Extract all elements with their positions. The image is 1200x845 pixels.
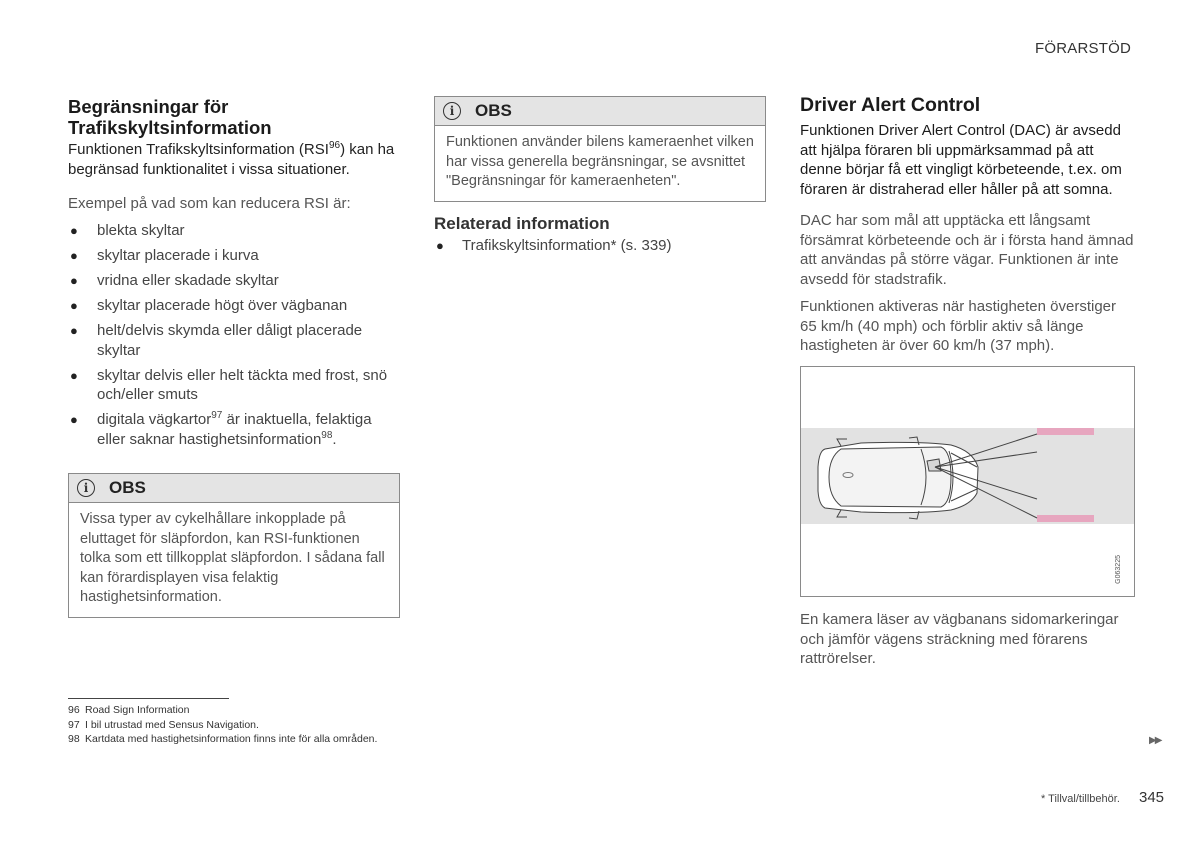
footnote-text: Kartdata med hastighetsinformation finns inte för alla områden.	[85, 733, 378, 745]
info-icon: i	[77, 479, 95, 497]
bullet-icon: ●	[70, 248, 78, 263]
bullet-icon: ●	[70, 323, 78, 338]
footnote-number: 98	[68, 733, 80, 745]
obs-label: OBS	[475, 101, 512, 120]
bullet-icon: ●	[70, 273, 78, 288]
obs-header	[69, 474, 399, 503]
list-item-text: vridna eller skadade skyltar	[97, 272, 279, 289]
list-item-text: skyltar delvis eller helt täckta med frost, snö och/eller smuts	[97, 366, 388, 403]
list-item	[68, 221, 398, 241]
list-item	[68, 410, 398, 449]
footnote-96	[68, 703, 377, 718]
intro-text-part: Funktionen Trafikskyltsinformation (RSI	[68, 141, 329, 158]
dac-camera-illustration	[800, 366, 1135, 597]
list-item-text: digitala vägkartor	[97, 411, 212, 428]
obs-text: Vissa typer av cykelhållare inkopplade på eluttaget för släpfordon, kan RSI-funktionen tolka som ett tillkopplat släpfordon. I sådana fall kan förardisplayen visa felaktig hastighetsinformation.	[80, 511, 385, 605]
footnote-ref-97[interactable]: 97	[211, 410, 223, 421]
section-title-dac: Driver Alert Control	[800, 94, 981, 116]
list-item	[68, 321, 398, 360]
next-page-icon[interactable]: ▶▶	[1149, 735, 1161, 746]
list-item	[68, 271, 398, 291]
examples-intro: Exempel på vad som kan reducera RSI är:	[68, 195, 351, 212]
footnote-text: I bil utrustad med Sensus Navigation.	[85, 718, 259, 731]
related-link-rsi[interactable]	[434, 236, 672, 255]
footnote-97	[68, 718, 377, 733]
footnote-number: 97	[68, 718, 80, 731]
footnote-text: Road Sign Information	[85, 704, 190, 716]
bullet-icon: ●	[70, 412, 78, 427]
rsi-intro-paragraph	[68, 140, 413, 180]
footnote-ref-98[interactable]: 98	[321, 429, 333, 441]
section-header: FÖRARSTÖD	[1035, 40, 1131, 57]
bullet-icon: ●	[70, 298, 78, 313]
bullet-icon: ●	[436, 238, 444, 253]
list-item	[68, 296, 398, 316]
list-item	[68, 366, 398, 405]
section-title-rsi-limitations: Begränsningar för Trafikskyltsinformation	[68, 96, 272, 138]
obs-note-box	[68, 473, 400, 618]
info-icon: i	[443, 102, 461, 120]
list-item-text: helt/delvis skymda eller dåligt placerade skyltar	[97, 322, 363, 359]
illustration-code: G063225	[1115, 555, 1122, 584]
obs-header	[435, 97, 765, 126]
car-on-road-icon	[801, 367, 1134, 596]
obs-note-box-camera	[434, 96, 766, 202]
illustration-caption: En kamera läser av vägbanans sidomarkeringar och jämför vägens sträckning med förarens rattrörelser.	[800, 611, 1119, 667]
limitations-list	[68, 221, 398, 455]
footnote-98	[68, 732, 377, 747]
list-item-text: skyltar placerade i kurva	[97, 247, 259, 264]
footnote-number: 96	[68, 704, 80, 716]
related-info-heading: Relaterad information	[434, 214, 610, 233]
list-item-text: .	[332, 430, 337, 448]
dac-purpose-paragraph: DAC har som mål att upptäcka ett långsamt försämrat körbeteende och är i första hand ämnad att användas på större vägar. Funktionen är inte avsedd för stadstrafik.	[800, 212, 1134, 288]
list-item-text: skyltar placerade högt över vägbanan	[97, 297, 348, 314]
intro-text-part: ) kan ha begränsad funktionalitet i vissa situationer.	[68, 141, 395, 178]
related-link-text[interactable]: Trafikskyltsinformation* (s. 339)	[462, 237, 672, 254]
bullet-icon: ●	[70, 367, 78, 383]
obs-text: Funktionen använder bilens kameraenhet vilken har vissa generella begränsningar, se avsnittet "Begränsningar för kameraenheten".	[446, 134, 754, 189]
obs-label: OBS	[109, 478, 146, 497]
footnote-divider	[68, 698, 229, 699]
footnotes	[68, 703, 377, 747]
list-item-text: blekta skyltar	[97, 222, 185, 239]
bullet-icon: ●	[70, 223, 78, 238]
list-item	[68, 246, 398, 266]
optional-accessory-note: * Tillval/tillbehör.	[1041, 793, 1120, 805]
dac-activation-paragraph: Funktionen aktiveras när hastigheten överstiger 65 km/h (40 mph) och förblir aktiv så länge hastigheten är över 60 km/h (37 mph).	[800, 298, 1117, 354]
list-item-text: är inaktuella, felaktiga eller saknar hastighetsinformation	[97, 411, 372, 448]
related-info-list	[434, 236, 672, 255]
page-number: 345	[1139, 789, 1165, 806]
dac-intro-paragraph: Funktionen Driver Alert Control (DAC) är avsedd att hjälpa föraren bli uppmärksammad på att denne börjar få ett vingligt körbeteende, t.ex. om föraren är distraherad eller håller på att somna.	[800, 122, 1122, 198]
footnote-ref-96[interactable]: 96	[328, 140, 341, 151]
